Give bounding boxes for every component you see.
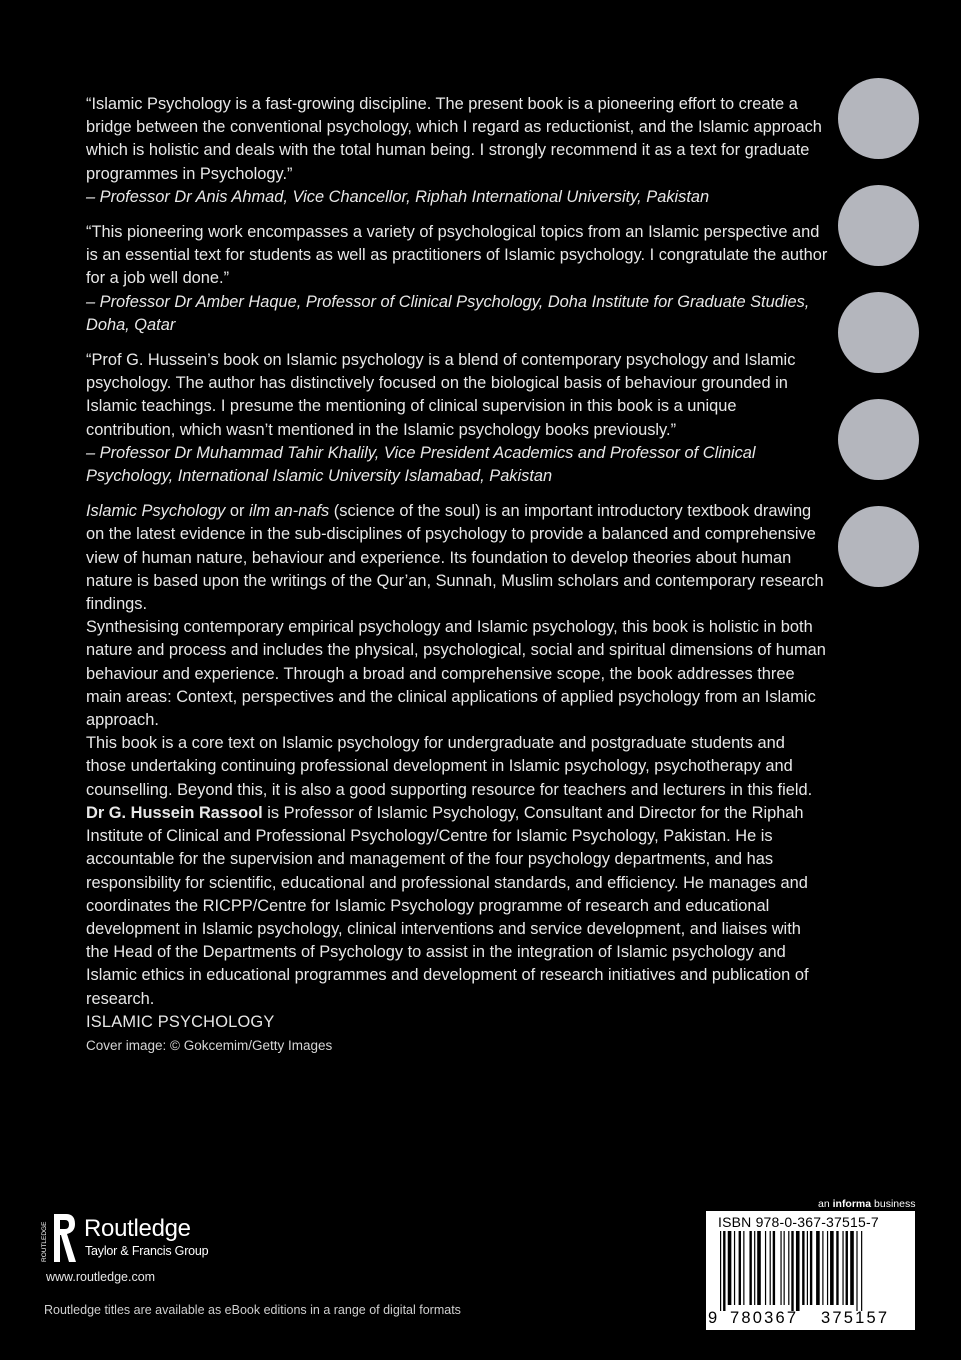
barcode-bar: [720, 1231, 721, 1311]
barcode-bar: [770, 1231, 771, 1305]
barcode-bar: [728, 1231, 732, 1305]
barcode-bar: [739, 1231, 741, 1305]
author-bio-text: is Professor of Islamic Psychology, Consultant and Director for the Riphah Institute of Clinical and Professional Psychology/Centre for Islamic Psychology, Pakistan. He is accountable for the supervision and management of the four psychology departments, and has responsibility for scientific, educational and professional standards, and efficiency. He manages and coordinates the RICPP/Centre for Islamic Psychology programme of research and educational development in Islamic psychology, clinical interventions and service development, and liaises with the Head of the Departments of Psychology to assist in the integration of Islamic psychology and Islamic ethics in educational programmes and development of research initiatives and publication of research.: [86, 803, 809, 1008]
barcode-bar: [734, 1231, 735, 1305]
decorative-circle: [838, 185, 919, 266]
barcode-bar: [780, 1231, 781, 1305]
informa-brand: informa: [832, 1198, 872, 1210]
publisher-url[interactable]: www.routledge.com: [46, 1270, 156, 1284]
routledge-vertical-wordmark: ROUTLEDGE: [41, 1221, 48, 1262]
publisher-name: Routledge: [84, 1215, 191, 1242]
book-title-italic: Islamic Psychology: [86, 502, 226, 521]
ebook-note: Routledge titles are available as eBook editions in a range of digital formats: [44, 1303, 461, 1317]
routledge-r-icon: [42, 1212, 78, 1264]
barcode-digits: [706, 1309, 915, 1329]
barcode-bar: [850, 1231, 854, 1305]
author-bio: [86, 802, 828, 1011]
subject-category: ISLAMIC PSYCHOLOGY: [86, 1012, 275, 1031]
review-attribution: – Professor Dr Amber Haque, Professor of Clinical Psychology, Doha Institute for Graduate Studies, Doha, Qatar: [86, 292, 810, 334]
barcode-bar: [830, 1231, 834, 1305]
barcode-bar: [791, 1231, 793, 1311]
description-connector: or: [225, 502, 250, 521]
description-paragraph: Synthesising contemporary empirical psychology and Islamic psychology, this book is holistic in both nature and process and includes the physical, psychological, social and spiritual dimensions of human behaviour and experience. Through a broad and comprehensive scope, the book addresses three main areas: Context, perspectives and the clinical applications of applied psychology from an Islamic approach.: [86, 618, 826, 730]
review: [86, 221, 828, 337]
description-paragraph: This book is a core text on Islamic psychology for undergraduate and postgraduate students and those undertaking continuing professional development in Islamic psychology, psychotherapy and counselling. Beyond this, it is also a good supporting resource for teachers and lecturers in this field.: [86, 734, 813, 799]
barcode-bar: [765, 1231, 766, 1305]
cover-image-credit: Cover image: © Gokcemim/Getty Images: [86, 1037, 333, 1053]
cover-text: [86, 93, 828, 1057]
barcode-bar: [754, 1231, 755, 1305]
book-description: [86, 500, 828, 616]
decorative-circle: [838, 78, 919, 159]
barcode-bar: [723, 1231, 725, 1311]
informa-tagline: [818, 1198, 915, 1210]
barcode-bar: [807, 1231, 808, 1305]
term-italic: ilm an-nafs: [249, 502, 330, 521]
review: [86, 349, 828, 488]
barcode-bar: [749, 1231, 751, 1305]
review: [86, 93, 828, 209]
review-attribution: – Professor Dr Anis Ahmad, Vice Chancellor, Riphah International University, Pakistan: [86, 187, 710, 206]
publisher-group: Taylor & Francis Group: [85, 1244, 209, 1258]
informa-prefix: an: [818, 1198, 833, 1210]
barcode-bar: [796, 1231, 800, 1311]
informa-suffix: business: [871, 1198, 916, 1210]
barcode-first-digit: 9: [708, 1309, 718, 1327]
barcode-bar: [842, 1231, 843, 1305]
barcode-bar: [836, 1231, 838, 1305]
decorative-circle: [838, 292, 919, 373]
description-rest: (science of the soul) is an important introductory textbook drawing on the latest evidence in the sub-disciplines of psychology to provide a balanced and comprehensive view of human nature, behaviour and experience. Its foundation to develop theories about human nature is based upon the writings of the Qur’an, Sunnah, Muslim scholars and contemporary research findings.: [86, 502, 824, 614]
barcode-bar: [846, 1231, 848, 1305]
barcode-bar: [773, 1231, 775, 1305]
decorative-circles: [838, 78, 919, 613]
barcode-bar: [816, 1231, 820, 1305]
review-attribution: – Professor Dr Muhammad Tahir Khalily, Vice President Academics and Professor of Clinical Psychology, International Islamic University Islamabad, Pakistan: [86, 443, 756, 486]
barcode-bar: [743, 1231, 744, 1305]
barcode-bar: [827, 1231, 828, 1305]
review-quote: “Prof G. Hussein’s book on Islamic psychology is a blend of contemporary psychology and Islamic psychology. The author has distinctively focused on the biological basis of behaviour grounded in Islamic teachings. I presume the mentioning of clinical supervision in this book is a unique contribution, which wasn’t mentioned in the Islamic psychology books previously.”: [86, 351, 796, 439]
barcode-bar: [784, 1231, 785, 1305]
barcode-group-1: 780367: [730, 1309, 799, 1327]
barcode-bar: [822, 1231, 823, 1305]
isbn-number: ISBN 978-0-367-37515-7: [718, 1214, 879, 1230]
barcode-bars: [716, 1231, 906, 1311]
author-name: Dr G. Hussein Rassool: [86, 803, 263, 822]
barcode-bar: [810, 1231, 812, 1305]
barcode-group-2: 375157: [821, 1309, 890, 1327]
barcode-bar: [788, 1231, 789, 1305]
decorative-circle: [838, 506, 919, 587]
barcode-bar: [802, 1231, 804, 1305]
review-quote: “This pioneering work encompasses a variety of psychological topics from an Islamic perspective and is an essential text for students as well as practitioners of Islamic psychology. I congratulate the author for a job well done.”: [86, 223, 828, 288]
barcode: [706, 1211, 915, 1330]
review-quote: “Islamic Psychology is a fast-growing discipline. The present book is a pioneering effort to create a bridge between the conventional psychology, which I regard as reductionist, and the Islamic approach which is holistic and deals with the total human being. I strongly recommend it as a text for graduate programmes in Psychology.”: [86, 95, 822, 183]
barcode-bar: [856, 1231, 857, 1311]
decorative-circle: [838, 399, 919, 480]
barcode-bar: [757, 1231, 761, 1305]
barcode-bar: [861, 1231, 862, 1311]
